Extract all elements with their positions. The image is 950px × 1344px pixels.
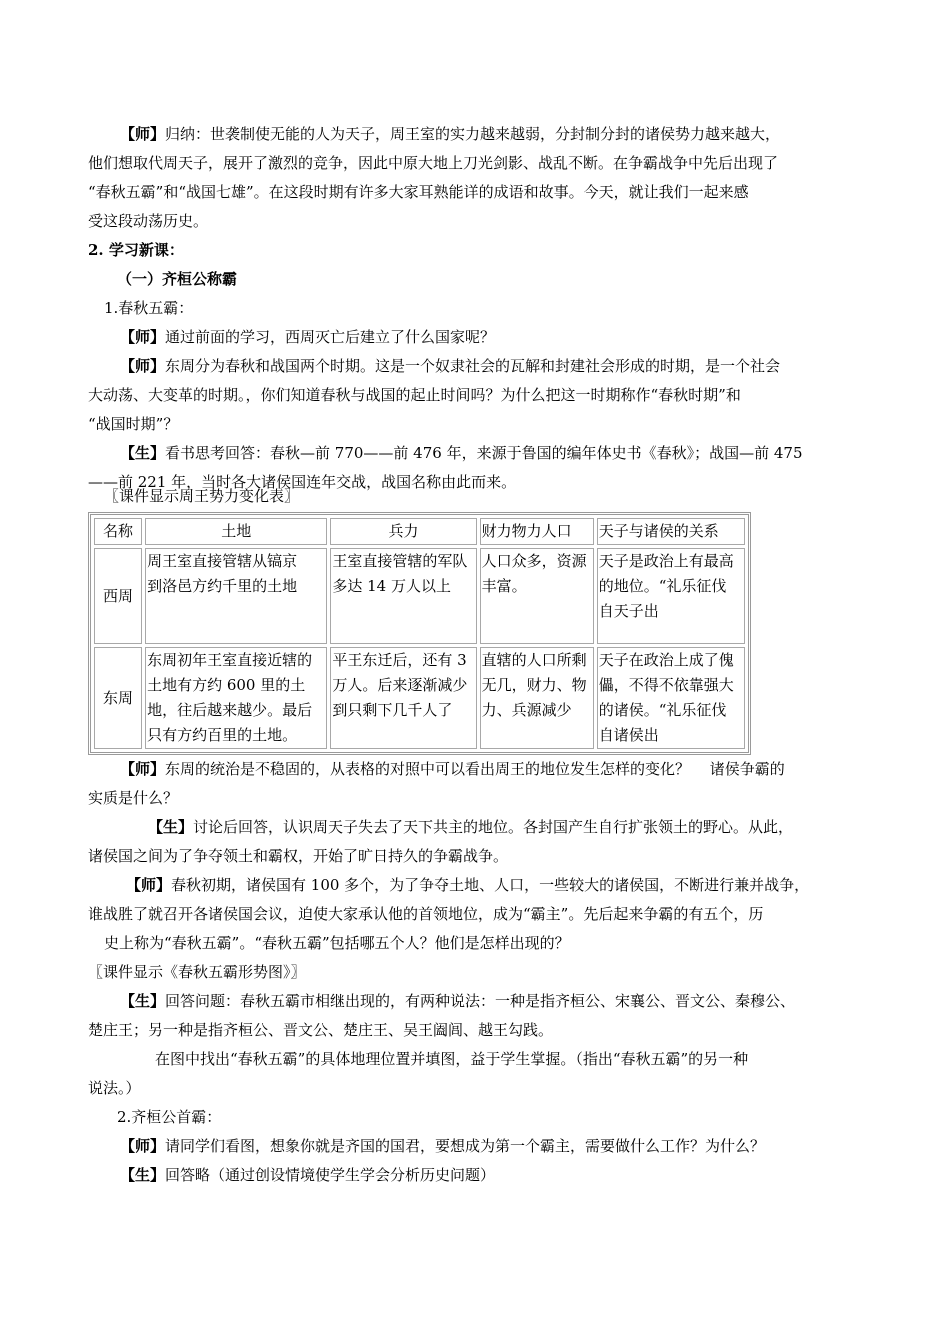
intro-line-4: 受这段动荡历史。 <box>88 212 209 230</box>
teacher-question-3-line-2: 实质是什么？ <box>88 789 179 807</box>
table-header-cell: 财力物力人口 <box>480 518 594 545</box>
student-tag: 【生】 <box>120 992 166 1010</box>
table-cell-army: 王室直接管辖的军队 多达 14 万人以上 <box>330 548 476 644</box>
table-cell-name: 西周 <box>94 548 142 644</box>
zhou-power-table <box>88 512 751 755</box>
teacher-question-2-line-3: “战国时期”？ <box>88 415 179 433</box>
table-row <box>94 548 745 644</box>
table-header-cell: 名称 <box>94 518 142 545</box>
table-header-cell: 兵力 <box>330 518 476 545</box>
table-cell-wealth: 人口众多，资源 丰富。 <box>480 548 594 644</box>
teacher-question-2-line-1: 【师】东周分为春秋和战国两个时期。这是一个奴隶社会的瓦解和封建社会形成的时期，是一个社会 <box>120 357 781 375</box>
table-cell-land: 周王室直接管辖从镐京 到洛邑方约千里的土地 <box>145 548 327 644</box>
teacher-tag: 【师】 <box>120 357 166 375</box>
table-header-cell: 土地 <box>145 518 327 545</box>
teacher-tag: 【师】 <box>120 125 166 143</box>
teacher-tag: 【师】 <box>120 1137 166 1155</box>
intro-line-2: 他们想取代周天子，展开了激烈的竞争，因此中原大地上刀光剑影、战乱不断。在争霸战争中先后出现了 <box>88 154 779 172</box>
table-cell-relation: 天子是政治上有最高 的地位。“礼乐征伐 自天子出 <box>597 548 745 644</box>
table-cell-land: 东周初年王室直接近辖的 土地有方约 600 里的土 地，往后越来越少。最后 只有方约百里的土地。 <box>145 647 327 749</box>
teacher-question-4-line-1: 【师】春秋初期，诸侯国有 100 多个，为了争夺土地、人口，一些较大的诸侯国，不断进行兼并战争， <box>126 876 810 894</box>
table-header-cell: 天子与诸侯的关系 <box>597 518 745 545</box>
teacher-question-3-line-1: 【师】东周的统治是不稳固的，从表格的对照中可以看出周王的地位发生怎样的变化？ 诸侯争霸的 <box>120 760 785 778</box>
intro-line-1: 【师】归纳：世袭制使无能的人为天子，周王室的实力越来越弱，分封制分封的诸侯势力越来越大， <box>120 125 781 143</box>
teacher-tag: 【师】 <box>120 760 166 778</box>
intro-line-3: “春秋五霸”和“战国七雄”。在这段时期有许多大家耳熟能详的成语和故事。今天，就让我们一起来感 <box>88 183 749 201</box>
teaching-note-line-1: 在图中找出“春秋五霸”的具体地理位置并填图，益于学生掌握。（指出“春秋五霸”的另一种 <box>155 1050 749 1068</box>
table-cell-name: 东周 <box>94 647 142 749</box>
table-cell-army: 平王东迁后，还有 3 万人。后来逐渐减少 到只剩下几千人了 <box>330 647 476 749</box>
student-answer-1-line-1: 【生】看书思考回答：春秋—前 770——前 476 年，来源于鲁国的编年体史书《春秋》；战国—前 475 <box>120 444 803 462</box>
teacher-question-1: 【师】通过前面的学习，西周灭亡后建立了什么国家呢？ <box>120 328 496 346</box>
student-answer-4: 【生】回答略（通过创设情境使学生学会分析历史问题） <box>120 1166 496 1184</box>
courseware-note-1: 〖课件显示周王势力变化表〗 <box>104 487 300 505</box>
student-tag: 【生】 <box>120 1166 166 1184</box>
item-heading-1: 1.春秋五霸： <box>104 299 194 317</box>
student-tag: 【生】 <box>120 444 166 462</box>
table-header-row <box>94 518 745 545</box>
subsection-heading: （一）齐桓公称霸 <box>117 270 238 288</box>
teacher-question-4-line-2: 谁战胜了就召开各诸侯国会议，迫使大家承认他的首领地位，成为“霸主”。先后起来争霸的有五个，历 <box>88 905 764 923</box>
teacher-tag: 【师】 <box>120 328 166 346</box>
student-answer-3-line-2: 楚庄王；另一种是指齐桓公、晋文公、楚庄王、吴王阖闾、越王勾践。 <box>88 1021 554 1039</box>
teacher-question-4-line-3: 史上称为“春秋五霸”。“春秋五霸”包括哪五个人？他们是怎样出现的？ <box>104 934 570 952</box>
teacher-question-5: 【师】请同学们看图，想象你就是齐国的国君，要想成为第一个霸主，需要做什么工作？为什么？ <box>120 1137 766 1155</box>
teacher-question-2-line-2: 大动荡、大变革的时期。，你们知道春秋与战国的起止时间吗？为什么把这一时期称作“春秋时期”和 <box>88 386 741 404</box>
table-cell-wealth: 直辖的人口所剩 无几，财力、物 力、兵源减少 <box>480 647 594 749</box>
teacher-tag: 【师】 <box>126 876 172 894</box>
table-row <box>94 647 745 749</box>
student-answer-1-line-2: ——前 221 年，当时各大诸侯国连年交战，战国名称由此而来。 <box>88 473 517 491</box>
courseware-note-2: 〖课件显示《春秋五霸形势图》〗 <box>88 963 306 981</box>
table-cell-relation: 天子在政治上成了傀 儡，不得不依靠强大 的诸侯。“礼乐征伐 自诸侯出 <box>597 647 745 749</box>
student-answer-2-line-1: 【生】讨论后回答，认识周天子失去了天下共主的地位。各封国产生自行扩张领土的野心。从此， <box>148 818 794 836</box>
section-heading: 2. 学习新课： <box>88 241 184 259</box>
item-heading-2: 2.齐桓公首霸： <box>117 1108 222 1126</box>
student-answer-3-line-1: 【生】回答问题：春秋五霸市相继出现的，有两种说法：一种是指齐桓公、宋襄公、晋文公、秦穆公、 <box>120 992 796 1010</box>
student-answer-2-line-2: 诸侯国之间为了争夺领土和霸权，开始了旷日持久的争霸战争。 <box>88 847 509 865</box>
student-tag: 【生】 <box>148 818 194 836</box>
teaching-note-line-2: 说法。） <box>88 1079 141 1097</box>
